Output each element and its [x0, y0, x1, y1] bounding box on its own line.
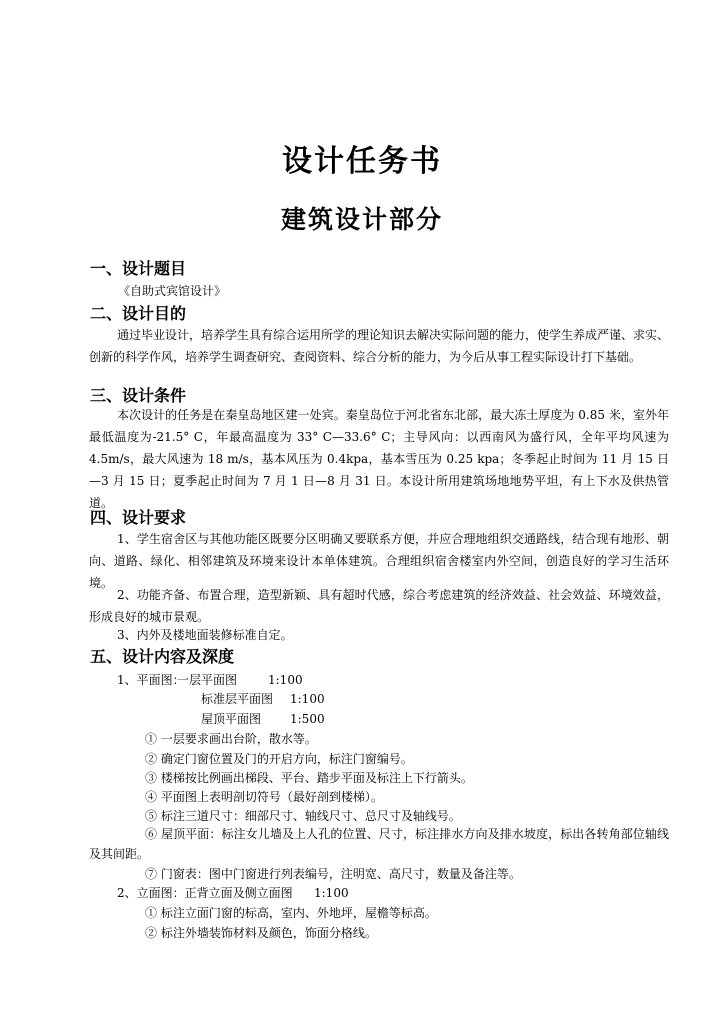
plan-roof-scale: 1:500: [290, 712, 325, 726]
section-heading-content: 五、设计内容及深度: [90, 647, 235, 666]
plan-item: ① 一层要求画出台阶，散水等。: [145, 732, 317, 746]
plan-item: ⑤ 标注三道尺寸：细部尺寸、轴线尺寸、总尺寸及轴线号。: [145, 809, 461, 823]
elevation-scale: 1:100: [314, 886, 349, 900]
plan-roof: 屋顶平面图: [201, 712, 262, 726]
section-heading-requirements: 四、设计要求: [90, 508, 187, 527]
elevation-item: ② 标注外墙装饰材料及颜色，饰面分格线。: [145, 926, 377, 940]
plan-ground-floor-scale: 1:100: [268, 673, 303, 687]
purpose-paragraph: 通过毕业设计，培养学生具有综合运用所学的理论知识去解决实际问题的能力，使学生养成严谨、求实、创新的科学作风，培养学生调查研究、查阅资料、综合分析的能力，为今后从事工程实际设计打下基础。: [89, 328, 670, 364]
plan-standard-floor: 标准层平面图: [201, 692, 274, 706]
section-heading-purpose: 二、设计目的: [90, 304, 187, 323]
plan-item: ② 确定门窗位置及门的开启方向，标注门窗编号。: [145, 752, 413, 766]
plan-item: ③ 楼梯按比例画出梯段、平台、踏步平面及标注上下行箭头。: [145, 771, 473, 785]
plan-label: 1、平面图：: [117, 673, 185, 687]
document-title: 设计任务书: [282, 144, 442, 179]
document-subtitle: 建筑设计部分: [280, 205, 443, 234]
requirements-paragraph-3: 3、内外及楼地面装修标准自定。: [117, 628, 293, 642]
plan-item: ④ 平面图上表明剖切符号（最好剖到楼梯）。: [145, 790, 383, 804]
plan-ground-floor: 一层平面图: [177, 673, 238, 687]
elevation-item: ① 标注立面门窗的标高，室内、外地坪，屋檐等标高。: [145, 906, 437, 920]
plan-item: ⑥ 屋顶平面：标注女儿墙及上人孔的位置、尺寸，标注排水方向及排水坡度，标出各转角部位轴线及其间距。: [89, 827, 669, 861]
plan-standard-floor-scale: 1:100: [290, 692, 325, 706]
requirements-paragraph-2: 2、功能齐备、布置合理，造型新颖、具有超时代感，综合考虑建筑的经济效益、社会效益、环境效益，形成良好的城市景观。: [89, 588, 669, 624]
conditions-paragraph: 本次设计的任务是在秦皇岛地区建一处宾。秦皇岛位于河北省东北部，最大冻土厚度为 0.85 米，室外年最低温度为-21.5° C，年最高温度为 33° C—33.6° C；主导风向：以西南风为盛行风，全年平均风速为 4.5m/s，最大风速为 18 m/s，基本风压为 0.4kpa，基本雪压为 0.25 kpa；冬季起止时间为 11 月 15 日—3 月 15 日；夏季起止时间为 7 月 1 日—8 月 31 日。本设计所用建筑场地地势平坦，有上下水及供热管道。: [89, 408, 669, 510]
section-heading-conditions: 三、设计条件: [90, 386, 187, 405]
topic-text: 《自助式宾馆设计》: [118, 284, 227, 298]
requirements-paragraph-1: 1、学生宿舍区与其他功能区既要分区明确又要联系方便，并应合理地组织交通路线，结合现有地形、朝向、道路、绿化、相邻建筑及环境来设计本单体建筑。合理组织宿舍楼室内外空间，创造良好的学习生活环境。: [89, 532, 669, 590]
elevation-label: 2、立面图：正背立面及侧立面图: [117, 886, 293, 900]
section-heading-topic: 一、设计题目: [90, 259, 187, 278]
plan-item: ⑦ 门窗表：图中门窗进行列表编号，注明宽、高尺寸，数量及备注等。: [145, 867, 521, 881]
